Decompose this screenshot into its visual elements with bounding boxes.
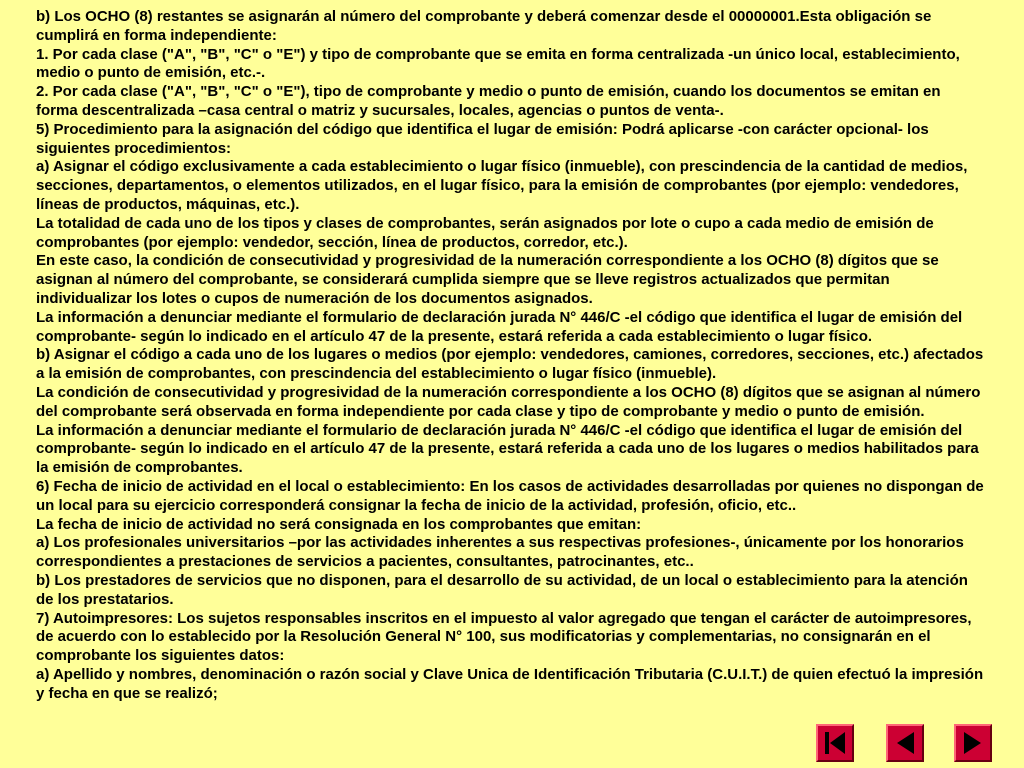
paragraph: 7) Autoimpresores: Los sujetos responsables inscritos en el impuesto al valor agregado que tengan el carácter de autoimpresores, de acuerdo con lo establecido por la Resolución General N° 100, sus modificatorias y complementarias, no consignarán en el comprobante los siguientes datos: (36, 609, 972, 665)
document-body (36, 8, 986, 703)
paragraph: La fecha de inicio de actividad no será consignada en los comprobantes que emitan: (36, 515, 642, 533)
paragraph: b) Los prestadores de servicios que no disponen, para el desarrollo de su actividad, de un local o establecimiento para la atención de los prestatarios. (36, 571, 968, 608)
paragraph: a) Asignar el código exclusivamente a cada establecimiento o lugar físico (inmueble), con prescindencia de la cantidad de medios, secciones, departamentos, o elementos utilizados, en el lugar físico, para la emisión de comprobantes (por ejemplo: vendedores, líneas de productos, máquinas, etc.). (36, 158, 968, 213)
paragraph: 6) Fecha de inicio de actividad en el local o establecimiento: En los casos de actividades desarrolladas por quienes no dispongan de un local para su ejercicio corresponderá consignar la fecha de inicio de la actividad, profesión, oficio, etc.. (36, 477, 984, 514)
paragraph: b) Asignar el código a cada uno de los lugares o medios (por ejemplo: vendedores, camiones, corredores, secciones, etc.) afectados a la emisión de comprobantes, con prescindencia del establecimiento o lugar físico (inmueble). (36, 346, 984, 383)
paragraph: a) Apellido y nombres, denominación o razón social y Clave Unica de Identificación Tributaria (C.U.I.T.) de quien efectuó la impresión y fecha en que se realizó; (36, 665, 984, 702)
paragraph: La información a denunciar mediante el formulario de declaración jurada N° 446/C -el código que identifica el lugar de emisión del comprobante- según lo indicado en el artículo 47 de la presente, estará referida a cada uno de los lugares o medios habilitados para la emisión de comprobantes. (36, 421, 979, 477)
paragraph: La condición de consecutividad y progresividad de la numeración correspondiente a los OCHO (8) dígitos que se asignan al número del comprobante será observada en forma independiente por cada clase y tipo de comprobante y medio o punto de emisión. (36, 383, 981, 420)
paragraph: a) Los profesionales universitarios –por las actividades inherentes a sus respectivas profesiones-, únicamente por los honorarios correspondientes a prestaciones de servicios a pacientes, consultantes, patrocinantes, etc.. (36, 534, 964, 571)
paragraph: La totalidad de cada uno de los tipos y clases de comprobantes, serán asignados por lote o cupo a cada medio de emisión de comprobantes (por ejemplo: vendedor, sección, línea de productos, corredor, etc.). (36, 214, 934, 251)
paragraph: b) Los OCHO (8) restantes se asignarán al número del comprobante y deberá comenzar desde el 00000001.Esta obligación se cumplirá en forma independiente: (36, 8, 932, 44)
first-slide-icon (818, 726, 852, 760)
paragraph: En este caso, la condición de consecutividad y progresividad de la numeración correspondiente a los OCHO (8) dígitos que se asignan al número del comprobante, se considerará cumplida siempre que se lleve registros actualizados que permitan individualizar los lotes o cupos de numeración de los documentos asignados. (36, 252, 939, 307)
paragraph: 2. Por cada clase ("A", "B", "C" o "E"), tipo de comprobante y medio o punto de emisión, cuando los documentos se emitan en forma descentralizada –casa central o matriz y sucursales, locales, agencias o puntos de venta-. (36, 83, 941, 119)
first-slide-button[interactable] (816, 724, 854, 762)
next-slide-button[interactable] (954, 724, 992, 762)
previous-slide-icon (888, 726, 922, 760)
previous-slide-button[interactable] (886, 724, 924, 762)
paragraph: La información a denunciar mediante el formulario de declaración jurada N° 446/C -el código que identifica el lugar de emisión del comprobante- según lo indicado en el artículo 47 de la presente, estará referida a cada establecimiento o lugar físico. (36, 308, 963, 345)
next-slide-icon (956, 726, 990, 760)
slide-navigation (816, 724, 996, 764)
paragraph: 5) Procedimiento para la asignación del código que identifica el lugar de emisión: Podrá aplicarse -con carácter opcional- los siguientes procedimientos: (36, 120, 929, 157)
paragraph: 1. Por cada clase ("A", "B", "C" o "E") y tipo de comprobante que se emita en forma centralizada -un único local, establecimiento, medio o punto de emisión, etc.-. (36, 45, 960, 82)
